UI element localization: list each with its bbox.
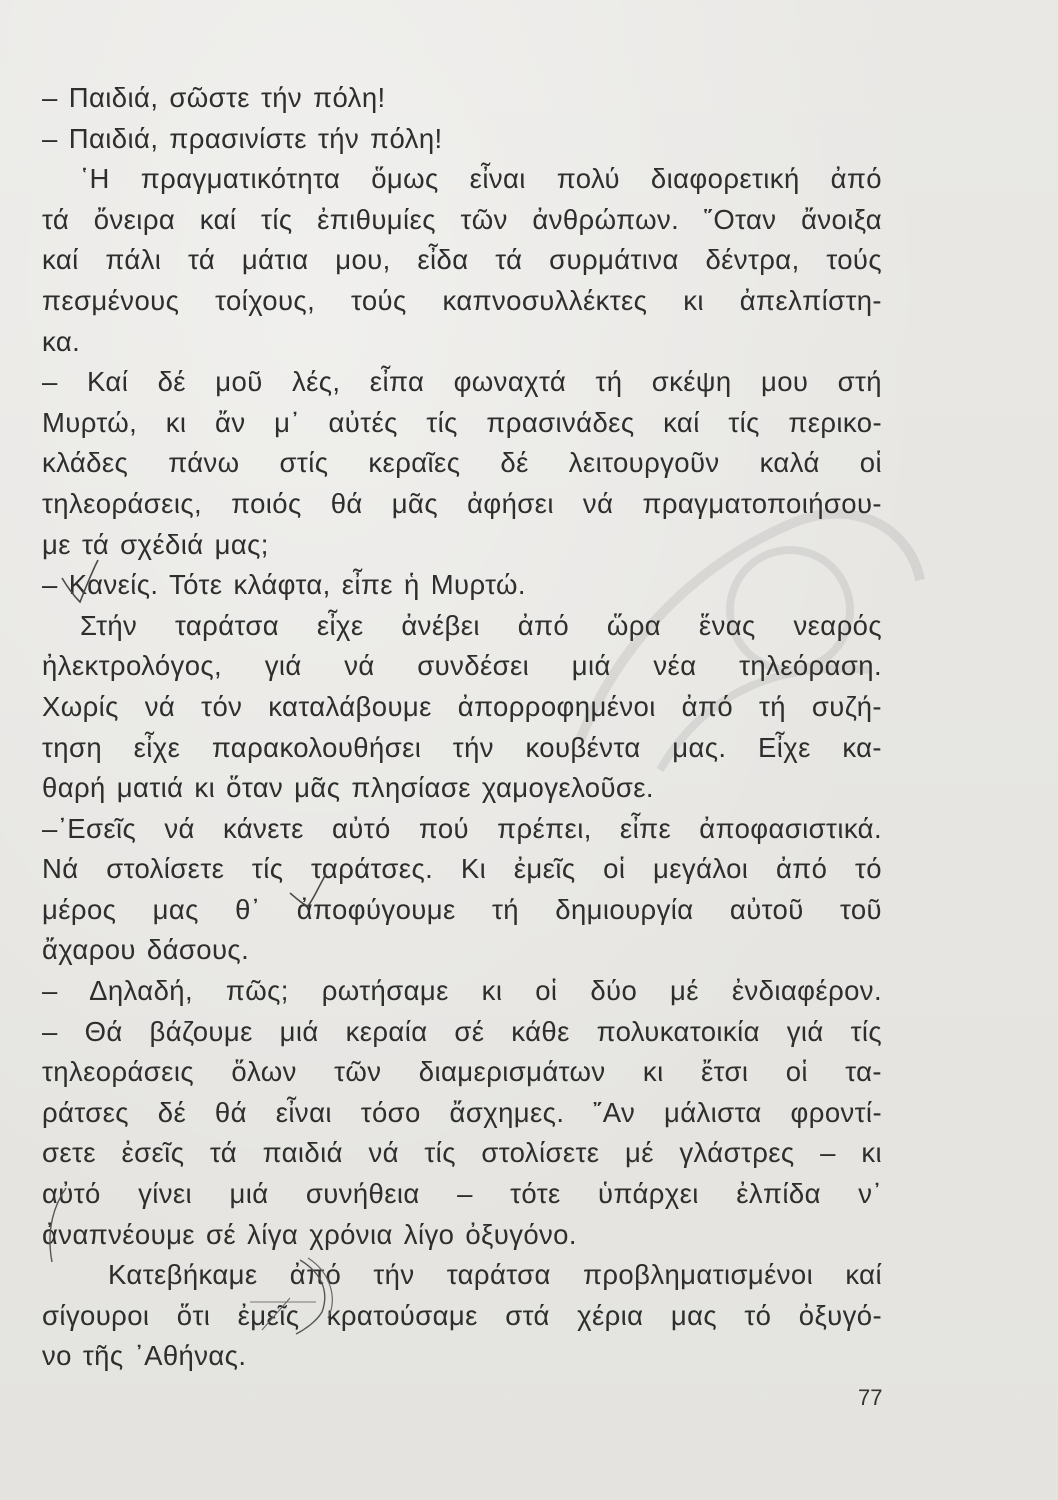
text-line: – Παιδιά, σῶστε τήν πόλη! — [42, 82, 386, 113]
text-line: τηλεοράσεις ὅλων τῶν διαμερισμάτων κι ἔτσι οἱ τα- — [42, 1056, 882, 1088]
text-line: – Θά βάζουμε μιά κεραία σέ κάθε πολυκατοικία γιά τίς — [42, 1015, 882, 1047]
text-line: Νά στολίσετε τίς ταράτσες. Κι ἐμεῖς οἱ μεγάλοι ἀπό τό — [42, 853, 882, 885]
text-line: κα. — [42, 325, 81, 357]
text-line: μέρος μας θ᾿ ἀποφύγουμε τή δημιουργία αὐτοῦ τοῦ — [42, 893, 882, 925]
text-line: καί πάλι τά μάτια μου, εἶδα τά συρμάτινα δέντρα, τούς — [42, 244, 882, 276]
text-line: – Δηλαδή, πῶς; ρωτήσαμε κι οἱ δύο μέ ἐνδιαφέρον. — [42, 975, 882, 1007]
page-number: 77 — [858, 1385, 883, 1410]
text-line: ἀναπνέουμε σέ λίγα χρόνια λίγο ὀξυγόνο. — [42, 1218, 577, 1250]
text-line: τηλεοράσεις, ποιός θά μᾶς ἀφήσει νά πραγματοποιήσου- — [42, 487, 882, 519]
text-line: Μυρτώ, κι ἄν μ᾿ αὐτές τίς πρασινάδες καί τίς περικο- — [42, 406, 882, 438]
text-line: Στήν ταράτσα εἶχε ἀνέβει ἀπό ὥρα ἕνας νεαρός — [80, 609, 882, 641]
text-line: αὐτό γίνει μιά συνήθεια – τότε ὑπάρχει ἐλπίδα ν᾿ — [42, 1178, 882, 1210]
text-line: –᾿Εσεῖς νά κάνετε αὐτό πού πρέπει, εἶπε ἀποφασιστικά. — [42, 812, 882, 844]
text-line: – Παιδιά, πρασινίστε τήν πόλη! — [42, 122, 443, 154]
text-line: ράτσες δέ θά εἶναι τόσο ἄσχημες. ῎Αν μάλιστα φροντί- — [42, 1096, 882, 1128]
text-line: με τά σχέδιά μας; — [42, 528, 269, 560]
text-line: ἄχαρου δάσους. — [42, 934, 250, 966]
text-line: θαρή ματιά κι ὅταν μᾶς πλησίασε χαμογελοῦσε. — [42, 772, 654, 804]
text-line: κλάδες πάνω στίς κεραῖες δέ λειτουργοῦν καλά οἱ — [42, 447, 882, 479]
text-line: – Κανείς. Τότε κλάφτα, εἶπε ἡ Μυρτώ. — [42, 569, 526, 601]
text-line: τά ὄνειρα καί τίς ἐπιθυμίες τῶν ἀνθρώπων. ῞Οταν ἄνοιξα — [42, 203, 882, 235]
text-line: νο τῆς ᾿Αθήνας. — [42, 1340, 247, 1372]
text-line: – Καί δέ μοῦ λές, εἶπα φωναχτά τή σκέψη μου στή — [42, 366, 882, 398]
text-line: Χωρίς νά τόν καταλάβουμε ἀπορροφημένοι ἀπό τή συζή- — [42, 690, 882, 722]
body-text — [42, 78, 882, 1377]
text-line: σίγουροι ὅτι ἐμεῖς κρατούσαμε στά χέρια μας τό ὀξυγό- — [42, 1299, 882, 1331]
text-line: ἠλεκτρολόγος, γιά νά συνδέσει μιά νέα τηλεόραση. — [42, 650, 882, 682]
text-line: σετε ἐσεῖς τά παιδιά νά τίς στολίσετε μέ γλάστρες – κι — [42, 1137, 882, 1169]
text-line: τηση εἶχε παρακολουθήσει τήν κουβέντα μας. Εἶχε κα- — [42, 731, 882, 763]
text-line: ῾Η πραγματικότητα ὅμως εἶναι πολύ διαφορετική ἀπό — [80, 163, 882, 195]
text-line: πεσμένους τοίχους, τούς καπνοσυλλέκτες κι ἀπελπίστη- — [42, 284, 882, 316]
text-line: Κατεβήκαμε ἀπό τήν ταράτσα προβληματισμένοι καί — [108, 1259, 882, 1291]
